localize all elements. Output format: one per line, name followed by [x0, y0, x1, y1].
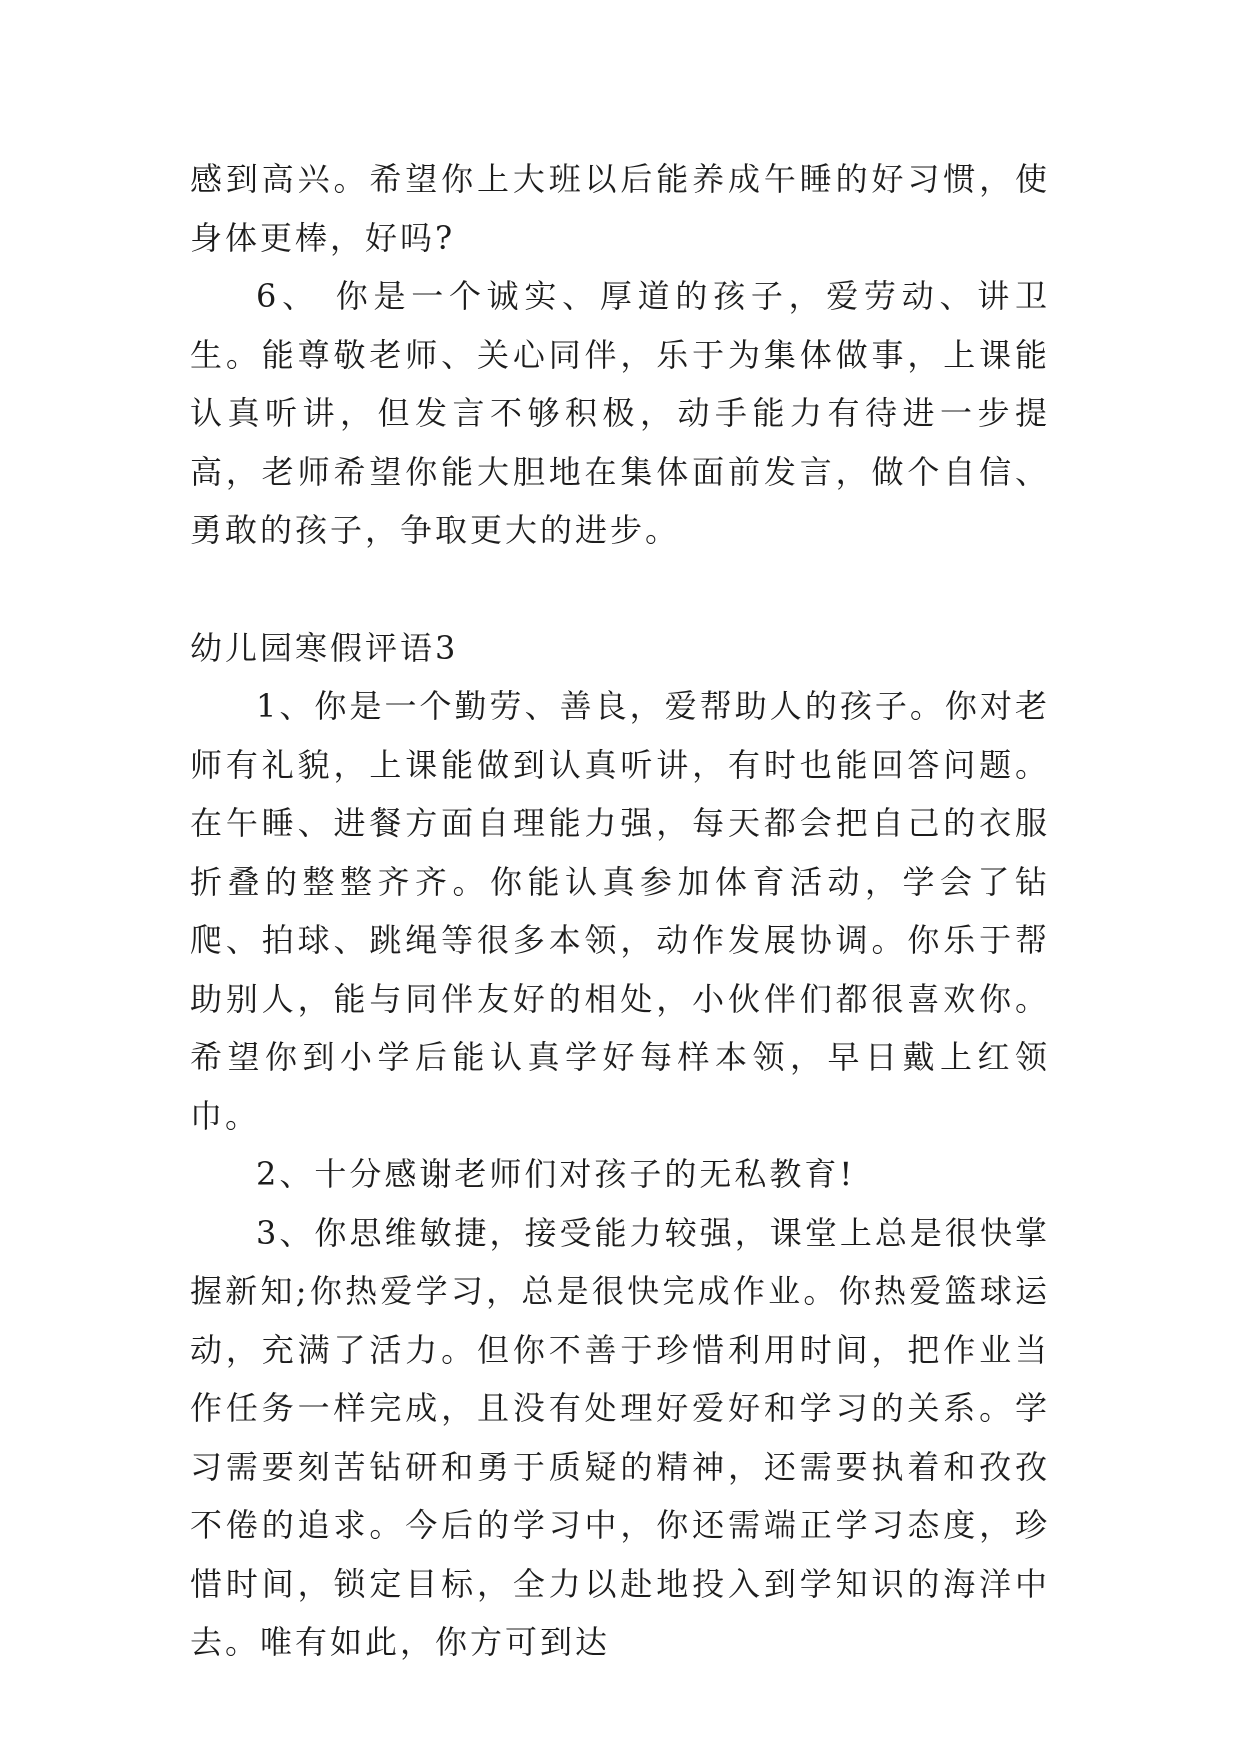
document-body: [190, 150, 1050, 1672]
paragraph-item-6: 6、 你是一个诚实、厚道的孩子，爱劳动、讲卫生。能尊敬老师、关心同伴，乐于为集体做事，上课能认真听讲，但发言不够积极，动手能力有待进一步提高，老师希望你能大胆地在集体面前发言，做个自信、勇敢的孩子，争取更大的进步。: [190, 277, 1050, 549]
paragraph-section3-item-2: 2、十分感谢老师们对孩子的无私教育!: [256, 1155, 856, 1193]
paragraph-continuation: 感到高兴。希望你上大班以后能养成午睡的好习惯，使身体更棒，好吗?: [190, 160, 1050, 257]
paragraph-section3-item-3: 3、你思维敏捷，接受能力较强，课堂上总是很快掌握新知;你热爱学习，总是很快完成作业。你热爱篮球运动，充满了活力。但你不善于珍惜利用时间，把作业当作任务一样完成，且没有处理好爱好和学习的关系。学习需要刻苦钻研和勇于质疑的精神，还需要执着和孜孜不倦的追求。今后的学习中，你还需端正学习态度，珍惜时间，锁定目标，全力以赴地投入到学知识的海洋中去。唯有如此，你方可到达: [190, 1213, 1050, 1661]
section-title: 幼儿园寒假评语3: [190, 628, 459, 667]
paragraph-section3-item-1: 1、你是一个勤劳、善良，爱帮助人的孩子。你对老师有礼貌，上课能做到认真听讲，有时也能回答问题。在午睡、进餐方面自理能力强，每天都会把自己的衣服折叠的整整齐齐。你能认真参加体育活动，学会了钻爬、拍球、跳绳等很多本领，动作发展协调。你乐于帮助别人，能与同伴友好的相处，小伙伴们都很喜欢你。希望你到小学后能认真学好每样本领，早日戴上红领巾。: [190, 687, 1050, 1135]
